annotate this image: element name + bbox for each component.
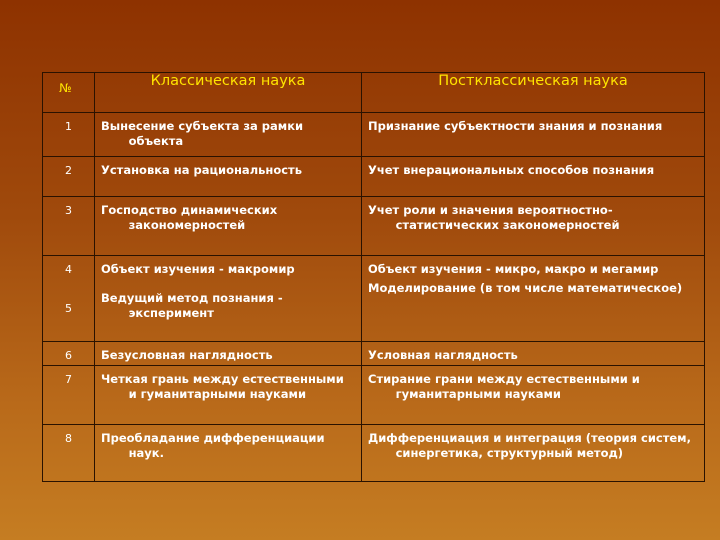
postclassical-cell [362,113,705,157]
row-number: 6 [43,342,95,366]
row-number: 1 [43,113,95,157]
postclassical-cell [362,425,705,482]
row-number: 3 [43,197,95,256]
table-row [43,113,705,157]
postclassical-cell [362,197,705,256]
row-number: 8 [43,425,95,482]
table-row [43,256,705,342]
classical-text: Господство динамических закономерностей [101,203,278,232]
header-postclassical-science: Постклассическая наука [362,73,705,113]
table-row [43,197,705,256]
postclassical-cell [362,366,705,425]
classical-cell [95,157,362,197]
postclassical-cell [362,256,705,342]
classical-text: Преобладание дифференциации наук. [101,431,325,460]
postclassical-text: Дифференциация и интеграция (теория систем, синергетика, структурный метод) [368,431,691,460]
classical-cell [95,342,362,366]
postclassical-text: Условная наглядность [368,348,518,362]
postclassical-cell [362,157,705,197]
row-number: 7 [43,366,95,425]
postclassical-text: Учет роли и значения вероятностно-статистических закономерностей [368,203,620,232]
classical-cell [95,113,362,157]
table-row [43,157,705,197]
classical-text: Установка на рациональность [101,163,302,177]
classical-text: Ведущий метод познания - эксперимент [101,291,283,320]
postclassical-text: Моделирование (в том числе математическое) [368,281,683,295]
table-header-row [43,73,705,113]
row-number: 2 [43,157,95,197]
row-number: 4 [65,263,72,276]
classical-cell [95,197,362,256]
table-row [43,342,705,366]
row-number-group [43,256,95,342]
classical-text: Объект изучения - макромир [101,262,295,276]
postclassical-text: Учет внерациональных способов познания [368,163,655,177]
comparison-table [42,72,705,482]
classical-text: Четкая грань между естественными и гуманитарными науками [101,372,344,401]
classical-text: Безусловная наглядность [101,348,273,362]
classical-cell [95,425,362,482]
postclassical-text: Стирание грани между естественными и гуманитарными науками [368,372,640,401]
header-number: № [43,73,95,113]
classical-text: Вынесение субъекта за рамки объекта [101,119,304,148]
table-row [43,366,705,425]
classical-cell [95,256,362,342]
postclassical-text: Признание субъектности знания и познания [368,119,663,133]
row-number: 5 [65,302,72,315]
postclassical-text: Объект изучения - микро, макро и мегамир [368,262,659,276]
postclassical-cell [362,342,705,366]
classical-cell [95,366,362,425]
table-row [43,425,705,482]
header-classical-science: Классическая наука [95,73,362,113]
